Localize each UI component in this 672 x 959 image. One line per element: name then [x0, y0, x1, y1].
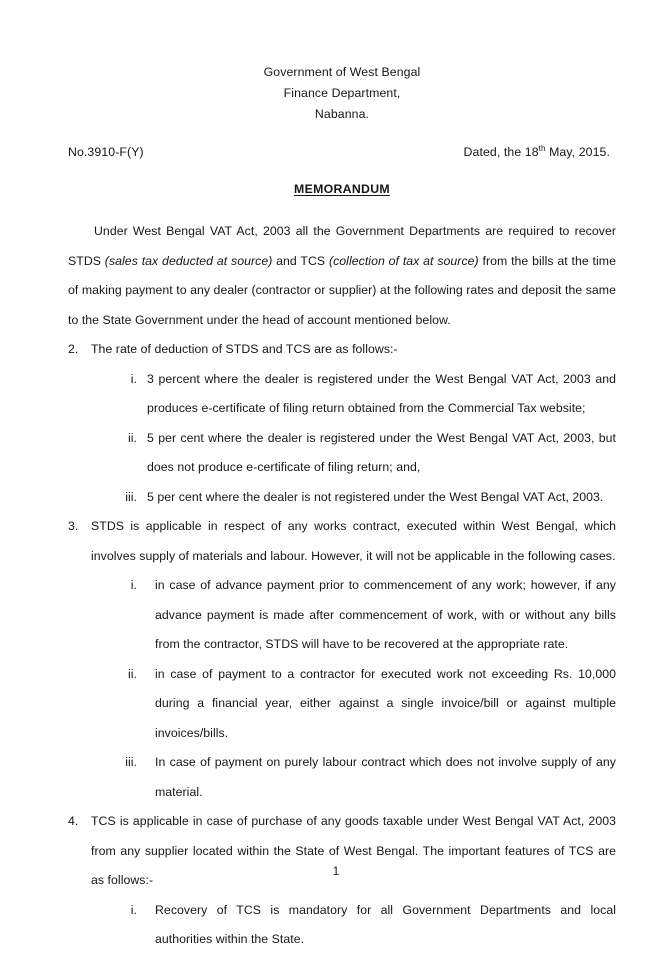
clause-2-paragraph	[68, 335, 616, 365]
lead-italic-2: (collection of tax at source)	[328, 253, 479, 268]
date-ordinal-suffix: th	[538, 143, 546, 153]
clause-2-number: 2.	[68, 342, 79, 356]
list-marker: i.	[130, 371, 137, 386]
clause-3-paragraph	[68, 512, 616, 571]
letterhead-line-3: Nabanna.	[314, 107, 370, 121]
document-date	[464, 145, 616, 159]
list-item-text: Recovery of TCS is mandatory for all Government Departments and local authorities within the State.	[155, 902, 616, 946]
list-item	[109, 365, 616, 424]
clause-4-text: TCS is applicable in case of purchase of any goods taxable under West Bengal VAT Act, 2003 from any supplier located within the State of West Bengal. The important features of TCS are as follows:-	[91, 814, 616, 887]
list-item-text: in case of advance payment prior to commencement of any work; however, if any advance payment is made after commencement of work, with or without any bills from the contractor, STDS will have to be recovered at the appropriate rate.	[155, 578, 616, 651]
letterhead	[68, 62, 616, 125]
list-item-text: 3 percent where the dealer is registered under the West Bengal VAT Act, 2003 and produces e-certificate of filing return obtained from the Commercial Tax website;	[147, 371, 616, 415]
list-item	[109, 483, 616, 513]
list-marker: i.	[130, 902, 137, 917]
clause-4-sublist	[109, 896, 616, 955]
list-marker: i.	[130, 578, 137, 592]
date-prefix: Dated, the 18	[463, 145, 539, 159]
date-suffix: May, 2015.	[545, 145, 610, 159]
clause-3-sublist	[109, 571, 616, 807]
memorandum-title-wrap	[68, 180, 616, 198]
list-item	[109, 748, 616, 807]
page-number: 1	[332, 866, 340, 878]
list-item-text: 5 per cent where the dealer is registered under the West Bengal VAT Act, 2003, but does not produce e-certificate of filing return; and,	[147, 430, 616, 474]
list-marker: iii.	[125, 489, 137, 504]
lead-italic-1: (sales tax deducted at source)	[104, 253, 273, 268]
lead-part-3: from the bills at the time of making payment to any dealer (contractor or supplier) at the following rates and deposit the same to the State Government under the head of account mentioned below.	[68, 253, 616, 327]
list-item-text: In case of payment on purely labour contract which does not involve supply of any material.	[155, 755, 616, 799]
list-item-text: in case of payment to a contractor for executed work not exceeding Rs. 10,000 during a financial year, either against a single invoice/bill or against multiple invoices/bills.	[155, 666, 616, 740]
clause-4-paragraph	[68, 807, 616, 896]
clause-2-sublist	[109, 365, 616, 513]
clause-4-number: 4.	[68, 814, 79, 828]
clause-2-text: The rate of deduction of STDS and TCS are as follows:-	[91, 342, 398, 356]
lead-part-2: and TCS	[272, 253, 329, 268]
list-marker: iii.	[125, 755, 137, 769]
letterhead-line-1: Government of West Bengal	[263, 65, 421, 79]
letterhead-line-2: Finance Department,	[283, 86, 401, 100]
list-marker: ii.	[127, 666, 137, 681]
list-item	[109, 660, 616, 749]
lead-part-1: Under West Bengal VAT Act, 2003 all the Government Departments are required to recover STDS	[68, 224, 616, 268]
list-item	[109, 896, 616, 955]
lead-paragraph	[68, 217, 616, 335]
list-item	[109, 571, 616, 660]
clause-3-number: 3.	[68, 519, 79, 533]
reference-date-line	[68, 145, 616, 159]
list-item-text: 5 per cent where the dealer is not registered under the West Bengal VAT Act, 2003.	[147, 489, 604, 504]
list-marker: ii.	[127, 430, 137, 445]
list-item	[109, 424, 616, 483]
document-body	[68, 217, 616, 955]
clause-3-text: STDS is applicable in respect of any works contract, executed within West Bengal, which involves supply of materials and labour. However, it will not be applicable in the following cases.	[91, 519, 616, 563]
reference-number: No.3910-F(Y)	[68, 145, 144, 159]
page-title: MEMORANDUM	[294, 182, 390, 196]
